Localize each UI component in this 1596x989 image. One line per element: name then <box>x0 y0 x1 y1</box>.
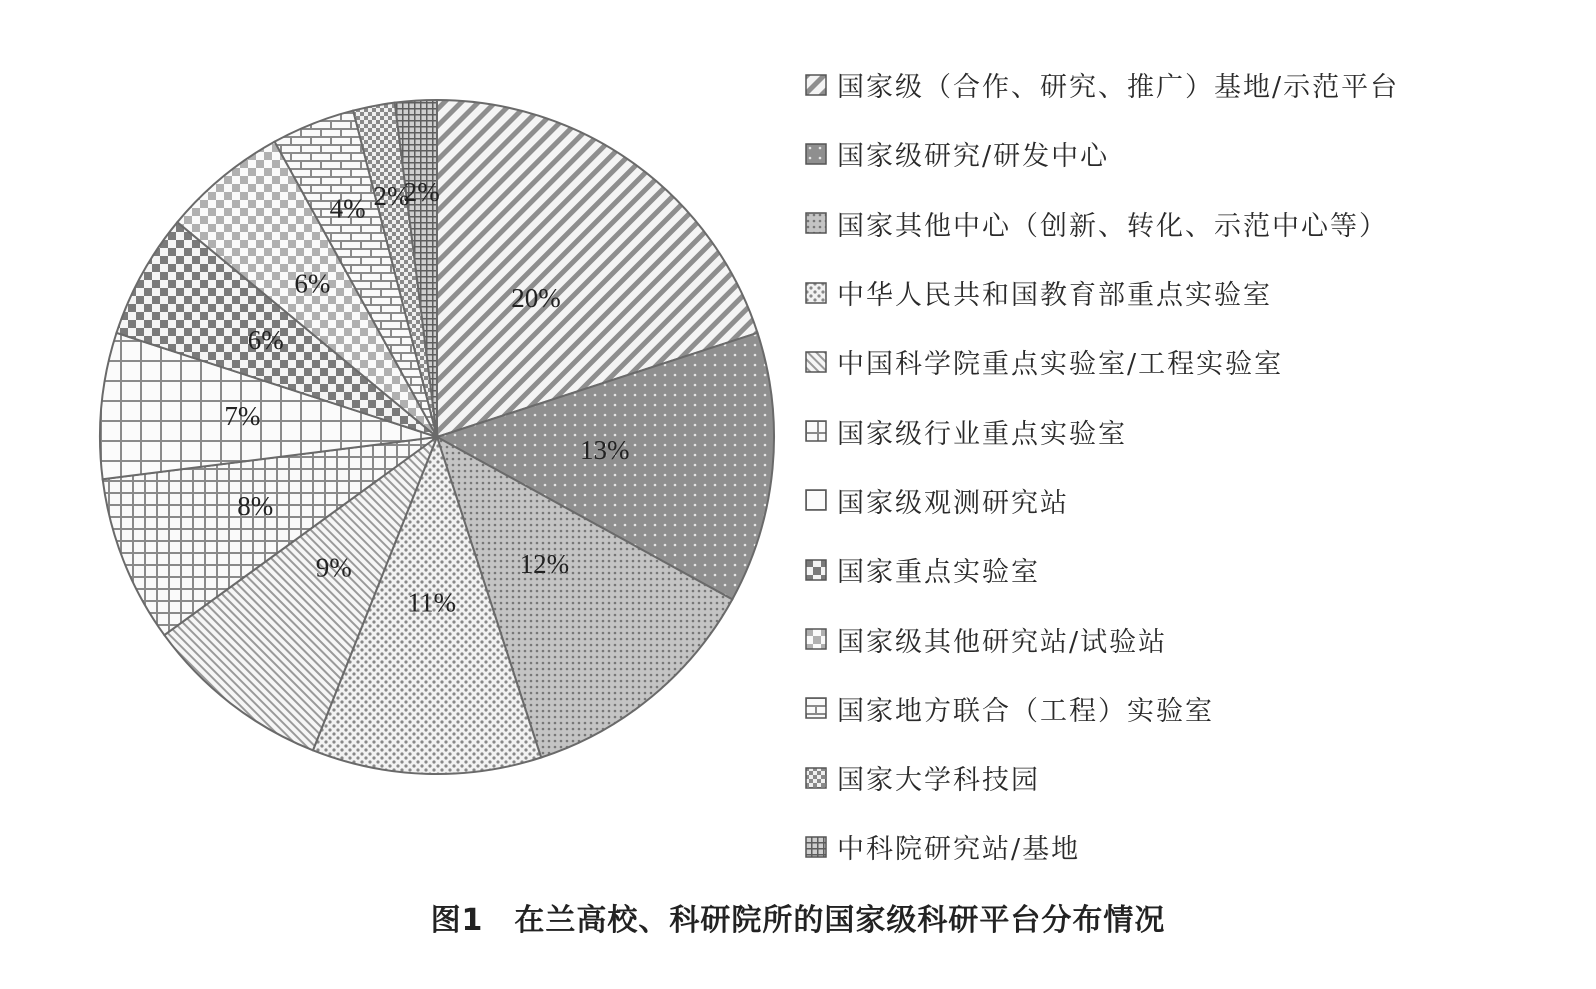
legend-swatch <box>805 697 827 719</box>
legend-label: 国家重点实验室 <box>837 557 1040 589</box>
legend-label: 中科院研究站/基地 <box>837 834 1081 866</box>
legend-swatch <box>805 351 827 373</box>
slice-value-label: 12% <box>519 549 570 580</box>
legend-label: 国家级（合作、研究、推广）基地/示范平台 <box>837 72 1400 104</box>
slice-value-label: 11% <box>407 587 456 618</box>
legend-swatch <box>805 559 827 581</box>
legend-label: 国家级其他研究站/试验站 <box>837 626 1168 658</box>
slice-value-label: 2% <box>373 180 410 211</box>
legend-item <box>805 258 1565 327</box>
slice-value-label: 4% <box>329 193 366 224</box>
legend-swatch <box>805 143 827 165</box>
legend-swatch <box>805 628 827 650</box>
legend-swatch <box>805 282 827 304</box>
slice-value-label: 6% <box>247 325 284 356</box>
legend-label: 国家其他中心（创新、转化、示范中心等） <box>837 210 1388 242</box>
legend-label: 国家级观测研究站 <box>837 487 1069 519</box>
legend-label: 中华人民共和国教育部重点实验室 <box>837 280 1272 312</box>
slice-value-label: 6% <box>294 268 331 299</box>
legend-swatch <box>805 489 827 511</box>
legend-swatch <box>805 767 827 789</box>
figure-caption: 图1 在兰高校、科研院所的国家级科研平台分布情况 <box>430 903 1166 938</box>
legend-label: 国家级研究/研发中心 <box>837 141 1110 173</box>
slice-value-label: 13% <box>580 435 630 466</box>
legend-swatch <box>805 212 827 234</box>
legend-item <box>805 327 1565 396</box>
legend-label: 国家大学科技园 <box>837 765 1040 797</box>
legend-item <box>805 396 1565 465</box>
slice-value-label: 7% <box>224 400 261 431</box>
legend-label: 国家地方联合（工程）实验室 <box>837 695 1214 727</box>
legend-item <box>805 466 1565 535</box>
legend-swatch <box>805 836 827 858</box>
legend-item <box>805 743 1565 812</box>
legend <box>805 50 1565 882</box>
legend-label: 中国科学院重点实验室/工程实验室 <box>837 349 1284 381</box>
legend-item <box>805 535 1565 604</box>
legend-item <box>805 189 1565 258</box>
legend-label: 国家级行业重点实验室 <box>837 418 1127 450</box>
legend-item <box>805 604 1565 673</box>
legend-swatch <box>805 74 827 96</box>
legend-item <box>805 674 1565 743</box>
slice-value-label: 9% <box>315 552 352 583</box>
slice-value-label: 20% <box>511 282 561 313</box>
legend-swatch <box>805 420 827 442</box>
legend-item <box>805 812 1565 881</box>
legend-item <box>805 119 1565 188</box>
slice-value-label: 2% <box>403 177 440 208</box>
slice-value-label: 8% <box>237 491 274 522</box>
legend-item <box>805 50 1565 119</box>
